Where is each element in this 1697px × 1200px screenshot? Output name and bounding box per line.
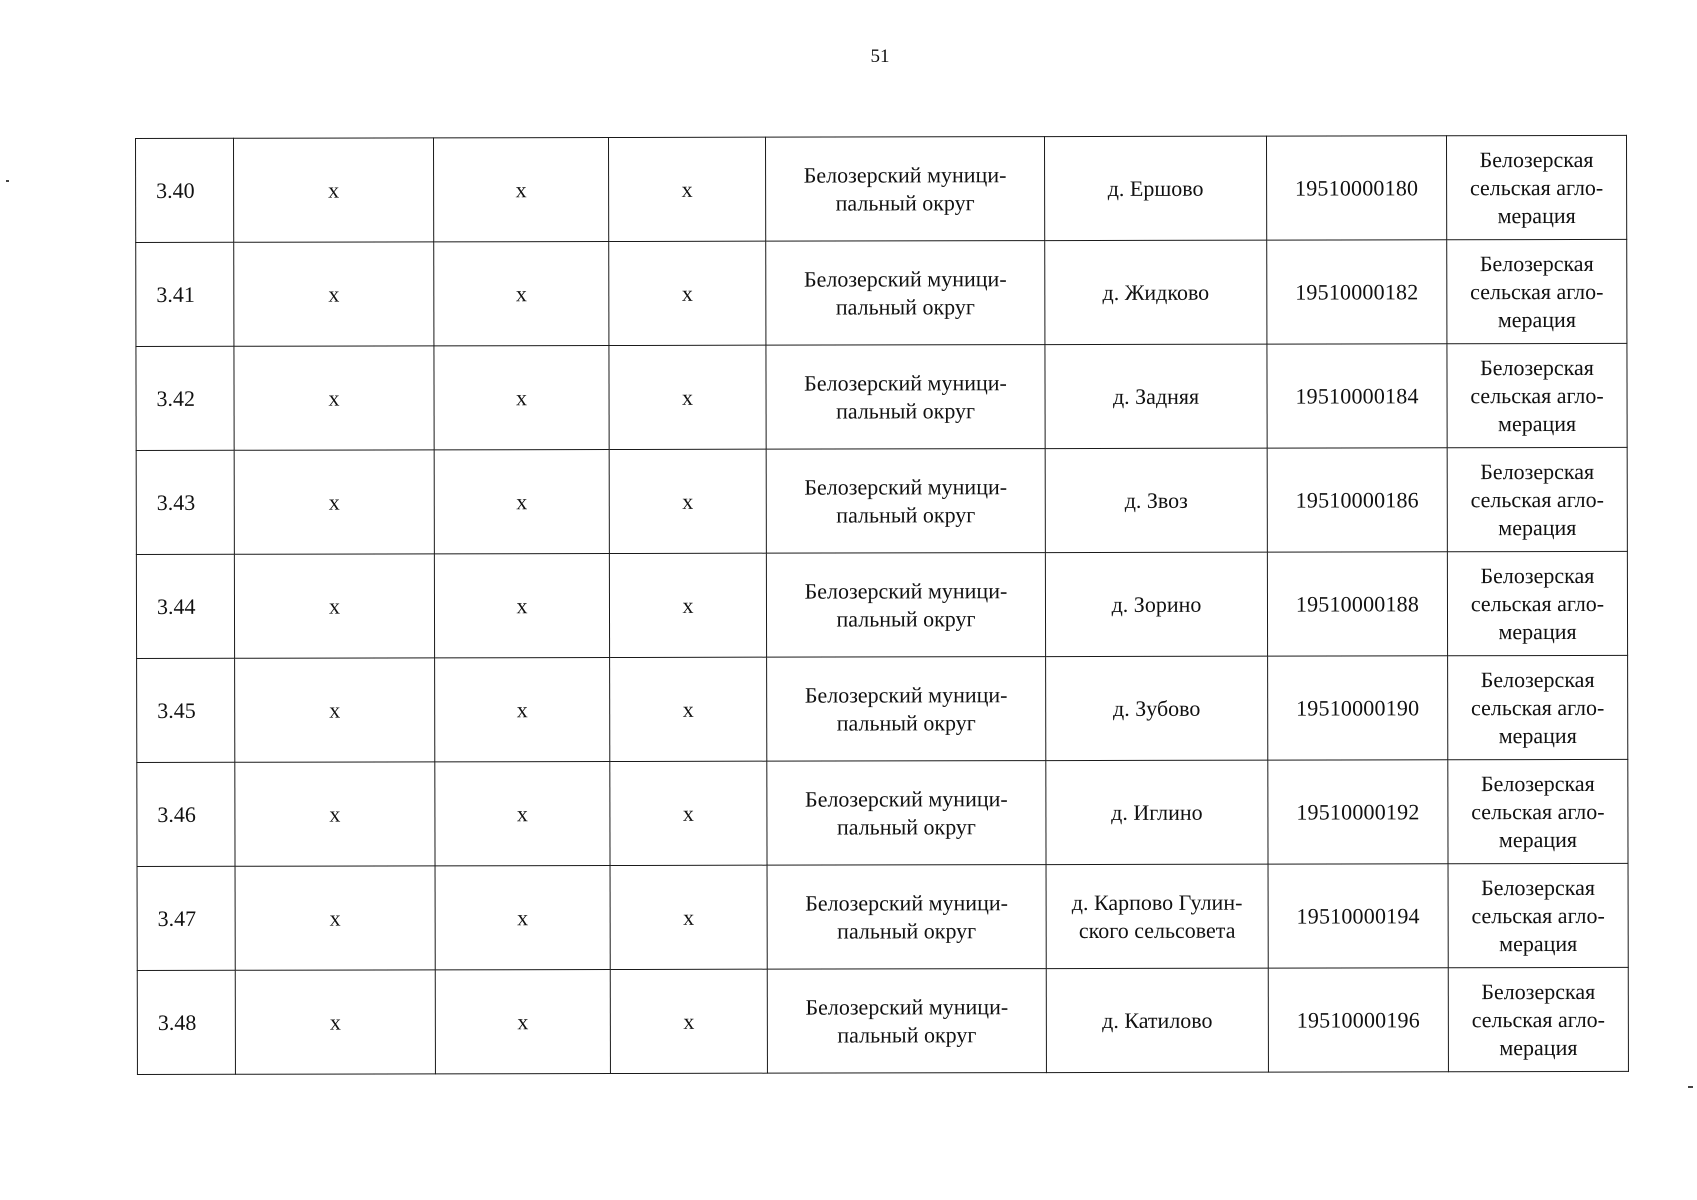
cell-x: x — [609, 553, 766, 657]
cell-x: x — [234, 346, 434, 450]
agglomeration-cell: Белозерская сельская агло- мерация — [1446, 135, 1626, 239]
agglomeration-cell: Белозерская сельская агло- мерация — [1447, 447, 1627, 551]
cell-x: x — [609, 449, 766, 553]
scan-speck — [6, 180, 9, 182]
oktmo-code-cell: 19510000184 — [1267, 344, 1447, 448]
cell-x: x — [234, 554, 434, 658]
settlement-cell: д. Катилово — [1046, 968, 1268, 1072]
municipal-district-cell: Белозерский муници- пальный округ — [766, 345, 1045, 450]
settlement-cell: д. Зубово — [1046, 656, 1268, 760]
cell-x: x — [609, 241, 766, 345]
row-number: 3.45 — [137, 658, 235, 762]
oktmo-code-cell: 19510000190 — [1268, 656, 1448, 760]
cell-x: x — [434, 138, 609, 242]
cell-x: x — [435, 658, 610, 762]
settlement-cell: д. Иглино — [1046, 760, 1268, 864]
oktmo-code-cell: 19510000192 — [1268, 760, 1448, 864]
row-number: 3.43 — [136, 450, 234, 554]
agglomeration-cell: Белозерская сельская агло- мерация — [1447, 551, 1627, 655]
municipal-district-cell: Белозерский муници- пальный округ — [765, 137, 1044, 242]
oktmo-code-cell: 19510000194 — [1268, 864, 1448, 968]
cell-x: x — [234, 242, 434, 346]
agglomeration-cell: Белозерская сельская агло- мерация — [1447, 239, 1627, 343]
cell-x: x — [610, 657, 767, 761]
cell-x: x — [610, 761, 767, 865]
settlement-cell: д. Ершово — [1044, 136, 1266, 240]
row-number: 3.47 — [137, 866, 235, 970]
row-number: 3.44 — [136, 554, 234, 658]
cell-x: x — [235, 658, 435, 762]
municipal-district-cell: Белозерский муници- пальный округ — [767, 865, 1046, 970]
settlement-cell: д. Задняя — [1045, 344, 1267, 448]
cell-x: x — [609, 345, 766, 449]
agglomeration-cell: Белозерская сельская агло- мерация — [1448, 759, 1628, 863]
cell-x: x — [234, 450, 434, 554]
settlement-cell: д. Карпово Гулин- ского сельсовета — [1046, 864, 1268, 968]
agglomeration-cell: Белозерская сельская агло- мерация — [1448, 863, 1628, 967]
municipal-district-cell: Белозерский муници- пальный округ — [766, 449, 1045, 554]
row-number: 3.41 — [136, 242, 234, 346]
cell-x: x — [434, 346, 609, 450]
settlement-cell: д. Звоз — [1045, 448, 1267, 552]
oktmo-code-cell: 19510000186 — [1267, 448, 1447, 552]
cell-x: x — [434, 450, 609, 554]
settlements-table — [135, 135, 1629, 1075]
table-row — [137, 655, 1628, 762]
cell-x: x — [235, 970, 435, 1074]
municipal-district-cell: Белозерский муници- пальный округ — [767, 969, 1046, 1074]
settlement-cell: д. Зорино — [1045, 552, 1267, 656]
agglomeration-cell: Белозерская сельская агло- мерация — [1447, 343, 1627, 447]
cell-x: x — [610, 969, 767, 1073]
cell-x: x — [235, 762, 435, 866]
oktmo-code-cell: 19510000180 — [1266, 136, 1446, 240]
table-row — [137, 759, 1628, 866]
row-number: 3.40 — [136, 138, 234, 242]
row-number: 3.48 — [137, 970, 235, 1074]
agglomeration-cell: Белозерская сельская агло- мерация — [1448, 655, 1628, 759]
table-row — [136, 239, 1627, 346]
table-row — [136, 447, 1627, 554]
table-row — [137, 967, 1628, 1074]
table-row — [136, 551, 1627, 658]
row-number: 3.42 — [136, 346, 234, 450]
municipal-district-cell: Белозерский муници- пальный округ — [766, 553, 1045, 658]
oktmo-code-cell: 19510000182 — [1267, 240, 1447, 344]
table-row — [137, 863, 1628, 970]
row-number: 3.46 — [137, 762, 235, 866]
cell-x: x — [434, 554, 609, 658]
table-row — [136, 135, 1627, 242]
municipal-district-cell: Белозерский муници- пальный округ — [767, 761, 1046, 866]
scan-speck — [1688, 1086, 1693, 1088]
agglomeration-cell: Белозерская сельская агло- мерация — [1448, 967, 1628, 1071]
cell-x: x — [609, 137, 766, 241]
table-row — [136, 343, 1627, 450]
cell-x: x — [435, 762, 610, 866]
page-number: 51 — [870, 46, 890, 67]
cell-x: x — [435, 866, 610, 970]
cell-x: x — [434, 242, 609, 346]
cell-x: x — [435, 970, 610, 1074]
cell-x: x — [235, 866, 435, 970]
oktmo-code-cell: 19510000188 — [1267, 552, 1447, 656]
cell-x: x — [234, 138, 434, 242]
cell-x: x — [610, 865, 767, 969]
municipal-district-cell: Белозерский муници- пальный округ — [767, 657, 1046, 762]
municipal-district-cell: Белозерский муници- пальный округ — [766, 241, 1045, 346]
oktmo-code-cell: 19510000196 — [1268, 968, 1448, 1072]
settlement-cell: д. Жидково — [1045, 240, 1267, 344]
